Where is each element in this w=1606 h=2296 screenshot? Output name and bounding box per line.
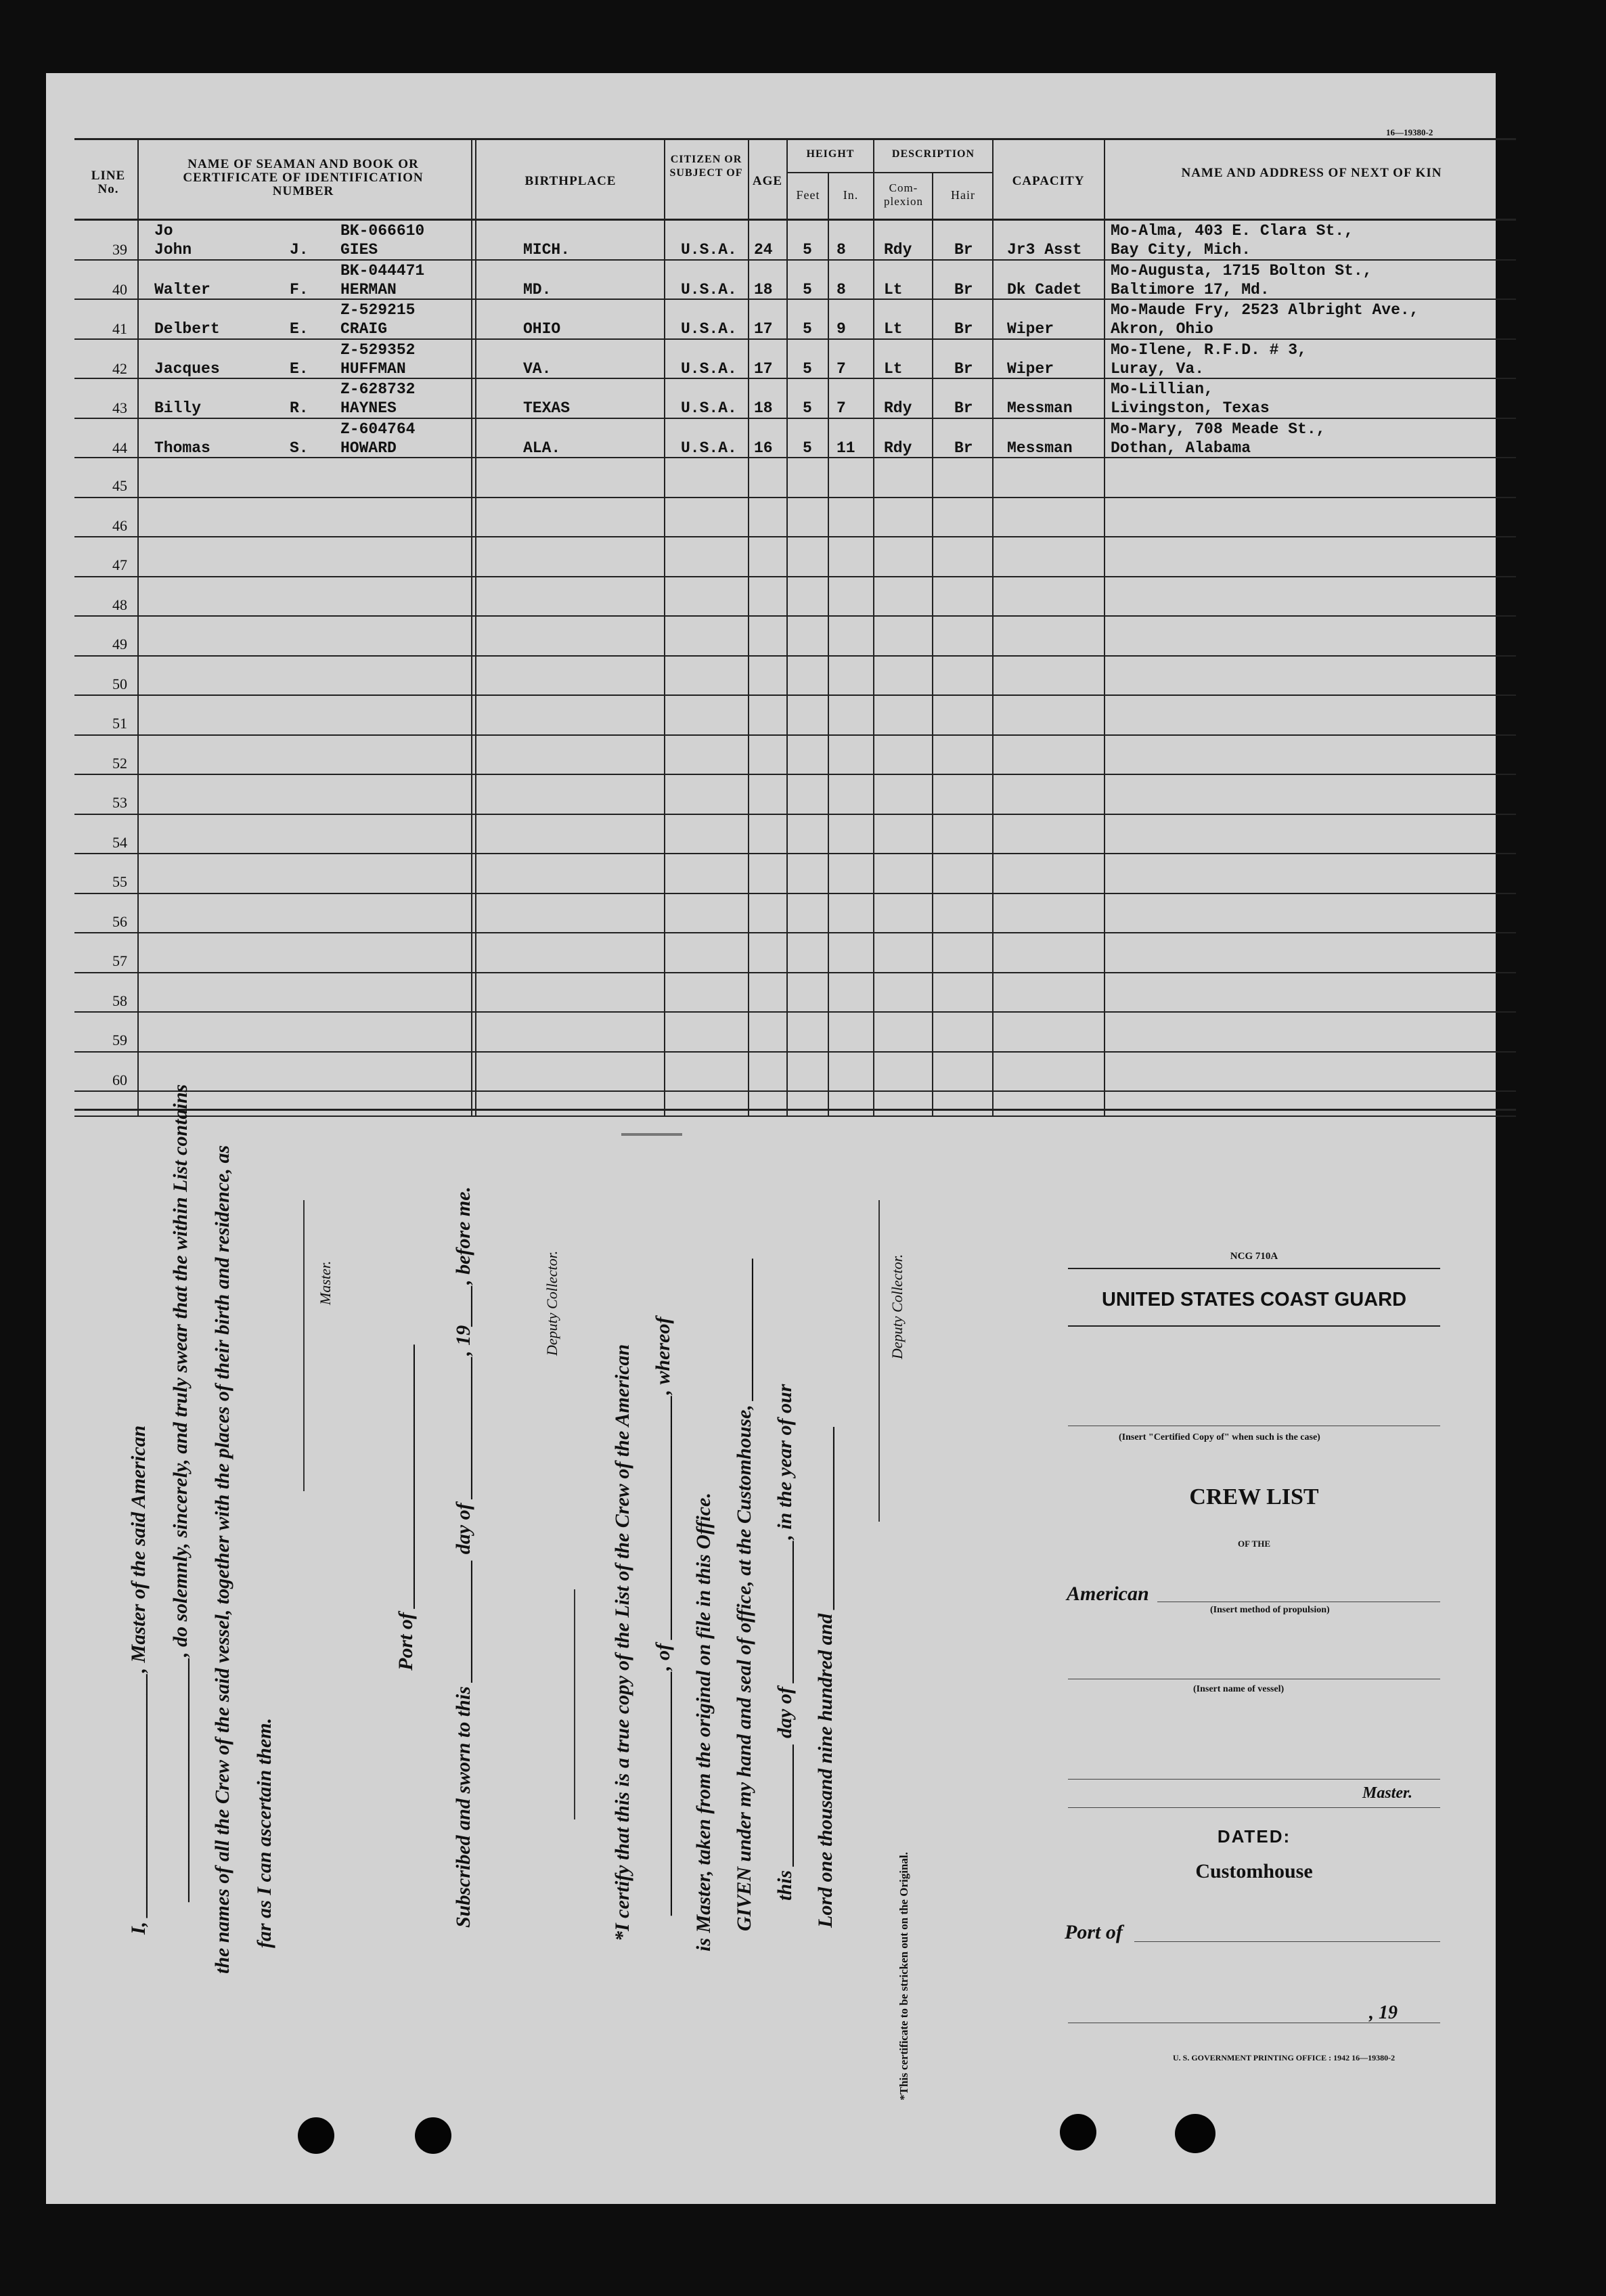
punch-hole (415, 2117, 451, 2154)
oath-line-3: the names of all the Crew of the said vessel, together with the places of their birth and residence, as (211, 1145, 233, 1974)
line-number: 47 (112, 556, 127, 573)
line-number: 45 (112, 477, 127, 494)
row-divider (74, 734, 1516, 736)
dated-label: DATED: (1217, 1826, 1291, 1847)
line-number: 39 (112, 241, 127, 258)
height-feet: 5 (803, 359, 812, 378)
age: 17 (754, 359, 773, 378)
capacity: Wiper (1007, 359, 1054, 378)
row-divider (74, 576, 1516, 577)
seaman-initial: S. (290, 439, 309, 457)
insert-name-note: (Insert name of vessel) (1193, 1684, 1285, 1694)
next-of-kin-name: Mo-Maude Fry, 2523 Albright Ave., (1111, 301, 1419, 319)
seaman-first-name: Walter (154, 280, 210, 299)
deputy-collector-label-2: Deputy Collector. (889, 1254, 906, 1359)
line-number: 48 (112, 596, 127, 613)
american-label: American (1067, 1583, 1149, 1605)
hair: Br (954, 241, 973, 259)
seaman-first-name: Delbert (154, 320, 220, 338)
form-code-top: 16—19380-2 (1386, 127, 1433, 137)
complexion: Rdy (884, 439, 912, 457)
row-divider (74, 893, 1516, 894)
punch-hole (1175, 2114, 1215, 2153)
crew-list-page (46, 73, 1496, 2204)
header-hair: Hair (951, 188, 975, 202)
deputy-collector-label-1: Deputy Collector. (543, 1250, 560, 1356)
next-of-kin-address: Livingston, Texas (1111, 399, 1270, 417)
height-inches: 11 (837, 439, 855, 457)
agency-title: UNITED STATES COAST GUARD (1101, 1289, 1407, 1310)
citizenship: U.S.A. (681, 399, 737, 417)
row-divider (74, 378, 1516, 379)
certify-line-2: ________________________, of ________________________, whereof (652, 1317, 674, 1914)
row-divider (74, 655, 1516, 657)
complexion: Rdy (884, 399, 912, 417)
row-divider (74, 1011, 1516, 1013)
citizenship: U.S.A. (681, 241, 737, 259)
age: 18 (754, 280, 773, 299)
hair: Br (954, 439, 973, 457)
line-number: 43 (112, 399, 127, 416)
seaman-last-name: HOWARD (340, 439, 397, 457)
birthplace: VA. (523, 359, 552, 378)
row-divider (74, 497, 1516, 498)
next-of-kin-address: Akron, Ohio (1111, 320, 1213, 338)
birthplace: ALA. (523, 439, 561, 457)
seaman-last-name: CRAIG (340, 320, 388, 338)
footnote: *This certificate to be stricken out on the Original. (897, 1852, 910, 2100)
complexion: Lt (884, 359, 903, 378)
header-capacity: CAPACITY (1012, 174, 1085, 188)
hair: Br (954, 320, 973, 338)
lord-line: Lord one thousand nine hundred and __________________ (814, 1426, 837, 1928)
height-feet: 5 (803, 280, 812, 299)
height-inches: 7 (837, 359, 846, 378)
line-number: 41 (112, 320, 127, 337)
row-divider (74, 694, 1516, 696)
next-of-kin-address: Baltimore 17, Md. (1111, 280, 1270, 299)
header-feet: Feet (796, 188, 820, 202)
capacity: Wiper (1007, 320, 1054, 338)
seaman-initial: F. (290, 280, 309, 299)
capacity: Jr3 Asst (1007, 241, 1082, 259)
birthplace: TEXAS (523, 399, 571, 417)
height-feet: 5 (803, 439, 812, 457)
certificate-number: Z-604764 (340, 420, 416, 438)
line-number: 57 (112, 952, 127, 969)
seaman-last-name: HERMAN (340, 280, 397, 299)
citizenship: U.S.A. (681, 359, 737, 378)
age: 24 (754, 241, 773, 259)
line-number: 46 (112, 516, 127, 534)
line-number: 55 (112, 873, 127, 890)
certificate-number: Z-529352 (340, 340, 416, 359)
punch-hole (1060, 2114, 1096, 2150)
capacity: Messman (1007, 439, 1073, 457)
age: 18 (754, 399, 773, 417)
age: 17 (754, 320, 773, 338)
line-number: 58 (112, 992, 127, 1009)
line-number: 51 (112, 715, 127, 732)
subscribed-line: Subscribed and sworn to this ____________ day of ______________, 19____, before me. (452, 1186, 474, 1928)
seaman-last-name: HAYNES (340, 399, 397, 417)
row-divider (74, 418, 1516, 419)
header-complexion: Com- plexion (884, 181, 923, 208)
next-of-kin-name: Mo-Augusta, 1715 Bolton St., (1111, 261, 1373, 280)
line-number: 56 (112, 912, 127, 930)
row-divider (74, 972, 1516, 973)
name-prefix: Jo (154, 222, 173, 240)
next-of-kin-name: Mo-Alma, 403 E. Clara St., (1111, 222, 1354, 240)
citizenship: U.S.A. (681, 280, 737, 299)
complexion: Rdy (884, 241, 912, 259)
insert-certified-note: (Insert "Certified Copy of" when such is the case) (1119, 1432, 1320, 1442)
complexion: Lt (884, 320, 903, 338)
next-of-kin-address: Bay City, Mich. (1111, 241, 1251, 259)
row-divider (74, 814, 1516, 815)
seaman-first-name: John (154, 241, 192, 259)
birthplace: OHIO (523, 320, 561, 338)
line-number: 54 (112, 833, 127, 851)
port-of-label: Port of __________________________ (395, 1343, 417, 1671)
capacity: Messman (1007, 399, 1073, 417)
height-feet: 5 (803, 320, 812, 338)
height-inches: 8 (837, 241, 846, 259)
seaman-initial: J. (290, 241, 309, 259)
seaman-last-name: GIES (340, 241, 378, 259)
next-of-kin-address: Dothan, Alabama (1111, 439, 1251, 457)
line-number: 59 (112, 1032, 127, 1048)
row-divider (74, 1090, 1516, 1092)
given-line: GIVEN under my hand and seal of office, at the Customhouse, ______________ (733, 1257, 755, 1931)
next-of-kin-name: Mo-Mary, 708 Meade St., (1111, 420, 1326, 438)
punch-hole (298, 2117, 334, 2154)
row-divider (74, 1051, 1516, 1053)
seaman-first-name: Jacques (154, 359, 220, 378)
row-divider (74, 774, 1516, 775)
line-number: 53 (112, 794, 127, 811)
row-divider (74, 299, 1516, 300)
line-number: 49 (112, 636, 127, 653)
birthplace: MD. (523, 280, 552, 299)
next-of-kin-name: Mo-Lillian, (1111, 380, 1213, 398)
insert-method-note: (Insert method of propulsion) (1210, 1605, 1330, 1615)
header-height: HEIGHT (806, 148, 855, 160)
cover-port-of-label: Port of (1065, 1921, 1123, 1943)
hair: Br (954, 359, 973, 378)
certify-line-1: *I certify that this is a true copy of the List of the Crew of the American (611, 1344, 633, 1941)
citizenship: U.S.A. (681, 439, 737, 457)
row-divider (74, 932, 1516, 933)
line-number: 40 (112, 280, 127, 298)
master-label: Master. (317, 1260, 334, 1305)
header-age: AGE (752, 174, 783, 188)
birthplace: MICH. (523, 241, 571, 259)
capacity: Dk Cadet (1007, 280, 1082, 299)
cover-master-label: Master. (1362, 1784, 1413, 1802)
header-name: NAME OF SEAMAN AND BOOK OR CERTIFICATE OF IDENTIFICATION NUMBER (183, 157, 424, 198)
line-number: 52 (112, 754, 127, 772)
height-inches: 7 (837, 399, 846, 417)
line-number: 60 (112, 1071, 127, 1088)
seaman-first-name: Billy (154, 399, 202, 417)
header-line-no: LINE No. (91, 169, 126, 196)
certificate-number: Z-529215 (340, 301, 416, 319)
hair: Br (954, 280, 973, 299)
line-number: 42 (112, 359, 127, 377)
citizenship: U.S.A. (681, 320, 737, 338)
certify-line-3: is Master, taken from the original on file in this Office. (692, 1493, 715, 1951)
certificate-number: BK-044471 (340, 261, 425, 280)
customhouse-label: Customhouse (1195, 1860, 1313, 1882)
certificate-number: BK-066610 (340, 222, 425, 240)
row-divider (74, 259, 1516, 261)
age: 16 (754, 439, 773, 457)
header-next-of-kin: NAME AND ADDRESS OF NEXT OF KIN (1181, 166, 1442, 180)
nineteen-label: , 19 (1369, 2002, 1398, 2023)
seaman-first-name: Thomas (154, 439, 210, 457)
row-divider (74, 338, 1516, 340)
header-description: DESCRIPTION (891, 148, 975, 160)
form-number: NCG 710A (1230, 1251, 1278, 1262)
certificate-number: Z-628732 (340, 380, 416, 398)
row-divider (74, 615, 1516, 617)
header-birthplace: BIRTHPLACE (525, 174, 617, 188)
oath-line-1: I, ________________________, Master of the said American (127, 1425, 150, 1935)
of-the-label: OF THE (1237, 1539, 1271, 1549)
this-day-line: this ____________ day of ______________, in the year of our (774, 1384, 796, 1901)
header-inches: In. (843, 188, 859, 202)
height-feet: 5 (803, 241, 812, 259)
seaman-initial: E. (290, 320, 309, 338)
seaman-last-name: HUFFMAN (340, 359, 406, 378)
row-divider (74, 536, 1516, 537)
oath-line-2: ________________________, do solemnly, sincerely, and truly swear that the within List contains (169, 1084, 192, 1901)
row-divider (74, 457, 1516, 458)
height-inches: 9 (837, 320, 846, 338)
next-of-kin-name: Mo-Ilene, R.F.D. # 3, (1111, 340, 1307, 359)
hair: Br (954, 399, 973, 417)
line-number: 44 (112, 439, 127, 456)
height-feet: 5 (803, 399, 812, 417)
next-of-kin-address: Luray, Va. (1111, 359, 1205, 378)
header-citizen: CITIZEN OR SUBJECT OF (669, 154, 743, 179)
complexion: Lt (884, 280, 903, 299)
row-divider (74, 853, 1516, 854)
oath-line-4: far as I can ascertain them. (253, 1717, 275, 1948)
crew-list-title: CREW LIST (1189, 1484, 1319, 1509)
printer-note: U. S. GOVERNMENT PRINTING OFFICE : 1942 16—19380-2 (1173, 2053, 1396, 2062)
line-number: 50 (112, 675, 127, 692)
height-inches: 8 (837, 280, 846, 299)
seaman-initial: E. (290, 359, 309, 378)
seaman-initial: R. (290, 399, 309, 417)
